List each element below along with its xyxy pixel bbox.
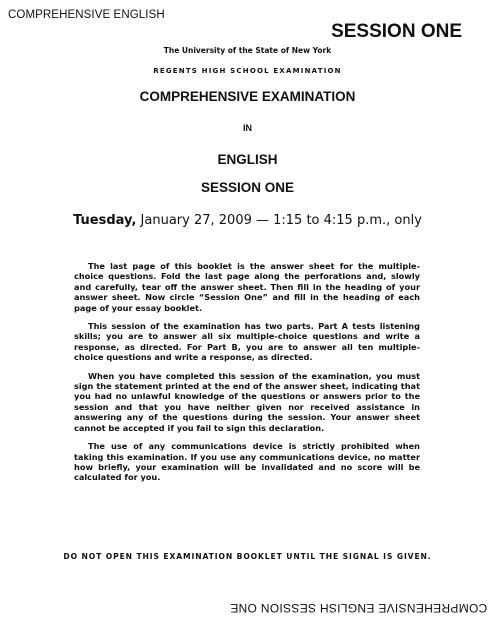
exam-day: Tuesday, [73, 213, 137, 228]
exam-title: COMPREHENSIVE EXAMINATION [139, 89, 356, 104]
header-subject-label: COMPREHENSIVE ENGLISH [8, 9, 165, 21]
footer-upside-down-label: COMPREHENSIVE ENGLISH SESSION ONE [229, 601, 487, 615]
university-name: The University of the State of New York [163, 46, 332, 55]
in-label: IN [243, 123, 252, 133]
do-not-open-warning: DO NOT OPEN THIS EXAMINATION BOOKLET UNTIL THE SIGNAL IS GIVEN. [63, 552, 432, 561]
instructions [74, 261, 420, 491]
regents-heading: REGENTS HIGH SCHOOL EXAMINATION [153, 67, 342, 75]
instruction-paragraph-1: The last page of this booklet is the answer sheet for the multiple-choice questions. Fold the last page along the perforations and, slowly and carefully, tear off the answer sheet. Then fill in the heading of your answer sheet. Now circle “Session One” and fill in the heading of each page of your essay booklet. [74, 261, 420, 313]
instruction-paragraph-4: The use of any communications device is strictly prohibited when taking this examination. If you use any communications device, no matter how briefly, your examination will be invalidated and no score will be calculated for you. [74, 441, 420, 483]
session-title: SESSION ONE [200, 180, 295, 195]
instruction-paragraph-2: This session of the examination has two parts. Part A tests listening skills; you are to answer all six multiple-choice questions and write a response, as directed. For Part B, you are to answer all ten multiple-choice questions and write a response, as directed. [74, 321, 420, 363]
instruction-paragraph-3: When you have completed this session of the examination, you must sign the statement printed at the end of the answer sheet, indicating that you had no unlawful knowledge of the questions or answers prior to the session and that you have neither given nor received assistance in answering any of the questions during the session. Your answer sheet cannot be accepted if you fail to sign this declaration. [74, 370, 420, 433]
header-session-title: SESSION ONE [331, 21, 462, 42]
subject-title: ENGLISH [217, 152, 278, 167]
exam-date-time [0, 213, 495, 228]
exam-date: January 27, 2009 — 1:15 to 4:15 p.m., only [136, 213, 422, 228]
